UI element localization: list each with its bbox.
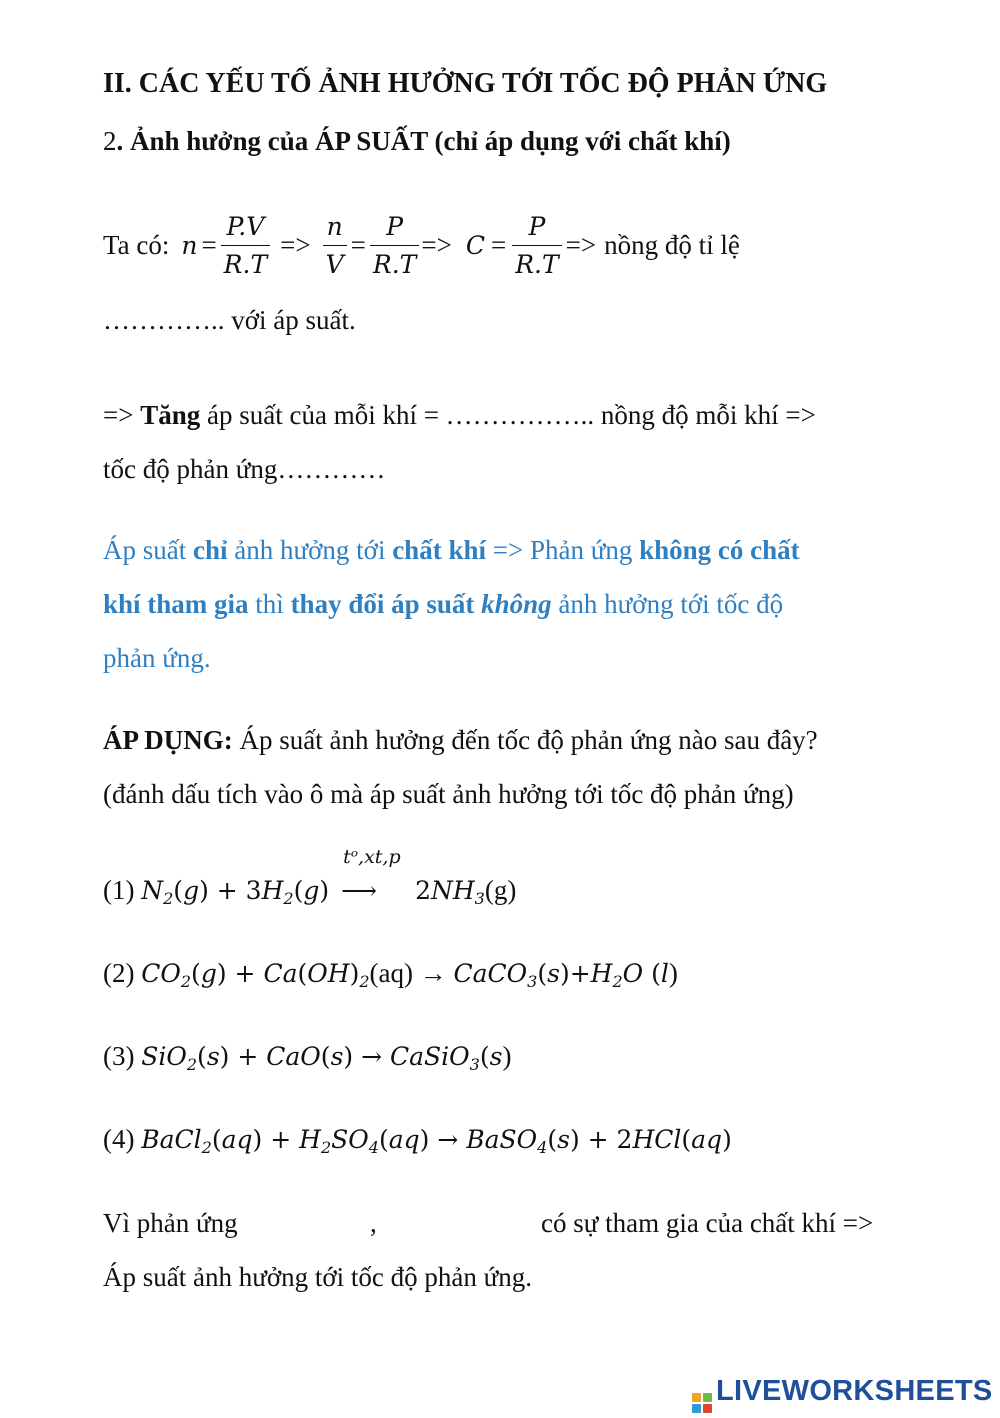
denominator-rt: R.T	[372, 249, 417, 279]
note-text: ảnh hưởng tới tốc độ	[558, 589, 784, 619]
fraction-p-rt	[370, 212, 419, 279]
equals-sign: =	[350, 229, 366, 260]
section-heading: II. CÁC YẾU TỐ ẢNH HƯỞNG TỚI TỐC ĐỘ PHẢN ỨNG	[103, 68, 828, 99]
bold-increase: Tăng	[140, 400, 201, 430]
denominator-rt: R.T	[515, 249, 559, 279]
subheading	[103, 126, 731, 157]
blank-line-proportion: ………….. với áp suất.	[103, 305, 356, 335]
apply-question	[103, 725, 818, 756]
reaction-4-label: (4)	[103, 1124, 135, 1154]
subheading-number: 2	[103, 126, 117, 156]
reaction-3-label: (3)	[103, 1041, 135, 1071]
long-arrow-icon: ⟶	[341, 876, 377, 905]
note-line-3: phản ứng.	[103, 643, 211, 673]
reaction-rate-blank: tốc độ phản ứng…………	[103, 454, 386, 484]
note-line-2	[103, 589, 783, 620]
note-text: Áp suất	[103, 535, 187, 565]
logo-icon	[692, 1393, 712, 1413]
reaction-3-equation: SiO$_2$(s) + CaO(s) → CaSiO$_3$(s	[141, 1042, 503, 1074]
liveworksheets-logo	[692, 1375, 993, 1413]
state-aq: (aq)	[369, 958, 413, 988]
final-conclusion: Áp suất ảnh hưởng tới tốc độ phản ứng.	[103, 1262, 533, 1292]
numerator-p: P	[512, 212, 561, 246]
reaction-4-equation: BaCl$_2$(aq) + $H_2SO_4(aq)$ → BaSO$_4$(s) + 2HCl(aq)	[141, 1125, 732, 1157]
fraction-pv-rt	[221, 212, 270, 279]
note-text: ảnh hưởng tới	[234, 535, 386, 565]
formula-line	[103, 205, 740, 285]
reaction-2-equation: $CO_2(g) + Ca(OH)_2$	[141, 959, 370, 991]
numerator-p: P	[370, 212, 419, 246]
note-bold: chất khí	[392, 535, 486, 565]
reaction-1-label: (1)	[103, 875, 135, 905]
fraction-n-v	[323, 212, 347, 279]
arrow: =>	[103, 400, 134, 430]
logo-text: LIVEWORKSHEETS	[716, 1375, 993, 1407]
var-c: C	[465, 230, 485, 260]
formula-conclusion: nồng độ tỉ lệ	[604, 229, 740, 260]
final-comma: ,	[370, 1208, 377, 1238]
implies-arrow: =>	[565, 229, 597, 260]
reaction-4[interactable]	[103, 1124, 732, 1155]
reaction-1-equation: $N_2(g) + 3H_2(g)$ tᵒ,xt,p ⟶ $2NH_3$	[141, 846, 485, 908]
note-bold-italic: không	[481, 589, 552, 619]
equals-sign: =	[490, 229, 507, 260]
apply-instruction: (đánh dấu tích vào ô mà áp suất ảnh hưởng tới tốc độ phản ứng)	[103, 779, 794, 809]
state-gas: (g)	[484, 875, 517, 905]
apply-label: ÁP DỤNG:	[103, 725, 233, 755]
note-line-1	[103, 535, 800, 566]
reaction-3[interactable]: (3) SiO$_2$(s) + CaO(s) → CaSiO$_3$(s)	[103, 1041, 512, 1074]
denominator-v: V	[325, 249, 344, 279]
implies-arrow: =>	[280, 229, 311, 260]
numerator-pv: P.V	[221, 212, 270, 246]
note-bold: chỉ	[193, 535, 228, 565]
implies-arrow: =>	[421, 229, 452, 260]
final-text-start: Vì phản ứng	[103, 1208, 238, 1238]
note-bold: không có chất	[639, 535, 800, 565]
pressure-increase-line	[103, 400, 816, 431]
note-bold: khí tham gia	[103, 589, 249, 619]
final-text-end: có sự tham gia của chất khí =>	[541, 1208, 874, 1238]
note-bold: thay đổi áp suất	[290, 589, 475, 619]
reaction-1[interactable]	[103, 846, 517, 908]
equals-sign: =	[201, 229, 217, 260]
pressure-increase-rest: áp suất của mỗi khí = …………….. nồng độ mỗi khí =>	[207, 400, 816, 430]
fraction-p-rt	[512, 212, 561, 279]
note-text: => Phản ứng	[492, 535, 633, 565]
arrow-icon: →	[419, 958, 447, 988]
formula-intro: Ta có:	[103, 229, 170, 260]
reaction-arrow	[341, 846, 411, 905]
apply-question-text: Áp suất ảnh hưởng đến tốc độ phản ứng nào sau đây?	[239, 725, 818, 755]
reaction-2[interactable]: (2) $CO_2(g) + Ca(OH)_2(aq)$ → $CaCO_3(s)+H_2O$ (l)	[103, 958, 678, 991]
reaction-2-label: (2)	[103, 958, 135, 988]
note-text: thì	[255, 589, 284, 619]
reaction-2-products: $CaCO_3(s)+H_2O$ (l	[453, 959, 669, 991]
numerator-n: n	[323, 212, 347, 246]
denominator-rt: R.T	[223, 249, 268, 279]
reaction-condition: tᵒ,xt,p	[343, 846, 401, 868]
subheading-text: . Ảnh hưởng của ÁP SUẤT (chỉ áp dụng với chất khí)	[116, 126, 731, 156]
var-n: n	[181, 230, 198, 260]
